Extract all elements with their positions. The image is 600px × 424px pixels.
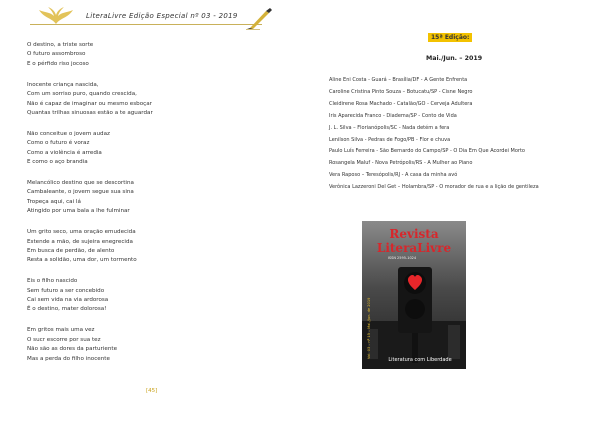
poem-stanza xyxy=(27,277,267,315)
poem-stanza xyxy=(27,81,267,119)
cover-artwork xyxy=(362,221,466,369)
author-entry: Lenilson Silva - Pedras de Fogo/PB - Flor e chuva xyxy=(329,136,451,143)
author-entry: Verônica Lazzeroni Del Get – Holambra/SP - O morador de rua e a lição de gentileza xyxy=(329,184,539,191)
header-divider xyxy=(30,24,262,25)
poem-stanza xyxy=(27,130,267,168)
poem-stanza xyxy=(27,179,267,217)
poem-line: E como o aço brandia xyxy=(27,159,88,166)
poem-stanza xyxy=(27,326,267,364)
poem-line: Com um sorriso puro, quando crescida, xyxy=(27,91,137,98)
page-number: [45] xyxy=(146,388,158,394)
cover-spine-text: Vol. 03 – nº 15 – Mai./Jun. de 2019 xyxy=(367,297,371,359)
cover-issn: ISSN 2595-1024 xyxy=(387,256,417,260)
poem-line: Melancólico destino que se descortina xyxy=(27,179,134,186)
poem-line: Um grito seco, uma oração emudecida xyxy=(27,229,136,236)
phoenix-logo-icon xyxy=(38,6,74,26)
poem-line: Atingido por uma bala a lhe fulminar xyxy=(27,208,130,215)
poem-line: Como a violência é arredia xyxy=(27,149,102,156)
poem-line: Tropeça aqui, cai lá xyxy=(27,198,81,205)
poem-line: Não conceitue o jovem audaz xyxy=(27,130,110,137)
author-entry: J. L. Silva – Florianópolis/SC - Nada detém a fera xyxy=(329,124,450,131)
cover-title-line1: Revista xyxy=(389,227,439,241)
poem-line: Mas a perda do filho inocente xyxy=(27,355,110,362)
poem-stanza xyxy=(27,41,267,69)
poem-line: O sucr escorre por sua tez xyxy=(27,336,101,343)
author-entry: Caroline Cristina Pinto Souza – Botucatu/SP - Cisne Negro xyxy=(329,88,473,95)
author-entry: Aline Eni Costa - Guará – Brasília/DF - A Gente Enfrenta xyxy=(329,77,468,83)
magazine-cover xyxy=(362,221,466,369)
poem xyxy=(27,41,267,375)
poem-line: Resta a solidão, uma dor, um tormento xyxy=(27,257,137,264)
poem-line: E o pérfido riso jocoso xyxy=(27,60,89,67)
poem-line: Não é capaz de imaginar ou mesmo esboçar xyxy=(27,100,152,107)
poem-line: Estende a mão, de sujeira enegrecida xyxy=(27,238,133,245)
author-entry: Cleidirene Rosa Machado - Catalão/GO - Cerveja Adultera xyxy=(329,100,473,107)
poem-line: Sem futuro a ser concebido xyxy=(27,287,105,294)
poem-stanza xyxy=(27,228,267,266)
author-entry: Paulo Luís Ferreira - São Bernardo do Campo/SP - O Dia Em Que Acordei Morto xyxy=(329,148,525,155)
cover-title-line2: LiteraLivre xyxy=(376,241,452,255)
poem-line: Cai sem vida na via ardorosa xyxy=(27,297,109,304)
poem-line: Como o futuro é voraz xyxy=(27,140,90,147)
header-title: LiteraLivre Edição Especial nº 03 - 2019 xyxy=(86,12,238,20)
poem-line: Cambaleante, o jovem segue sua sina xyxy=(27,189,134,196)
poem-line: Em gritos mais uma vez xyxy=(27,327,95,334)
fountain-pen-icon xyxy=(246,8,272,30)
author-list xyxy=(329,75,599,194)
edition-badge: 15ª Edição: xyxy=(428,33,472,42)
page-header xyxy=(0,0,600,30)
poem-line: Eis o filho nascido xyxy=(27,278,78,285)
author-entry: Vera Raposo – Teresópolis/RJ - A casa da minha avó xyxy=(329,172,458,179)
poem-line: O futuro assombroso xyxy=(27,51,86,58)
poem-line: Em busca de perdão, de alento xyxy=(27,247,115,254)
poem-line: O destino, a triste sorte xyxy=(27,42,94,48)
poem-line: Não são as dores da parturiente xyxy=(27,346,118,353)
poem-line: Quantas trilhas sinuosas estão a te aguardar xyxy=(27,109,153,116)
poem-line: Inocente criança nascida, xyxy=(27,81,99,88)
edition-period: Mai./Jun. – 2019 xyxy=(426,55,483,62)
poem-line: É o destino, mater dolorosa! xyxy=(27,306,107,313)
author-entry: Rosangela Maluf - Nova Petrópolis/RS - A Mulher ao Piano xyxy=(329,160,473,167)
author-entry: Iris Aparecida Franco - Diadema/SP - Conto de Vida xyxy=(329,112,457,119)
cover-tagline: Literatura com Liberdade xyxy=(388,357,452,363)
